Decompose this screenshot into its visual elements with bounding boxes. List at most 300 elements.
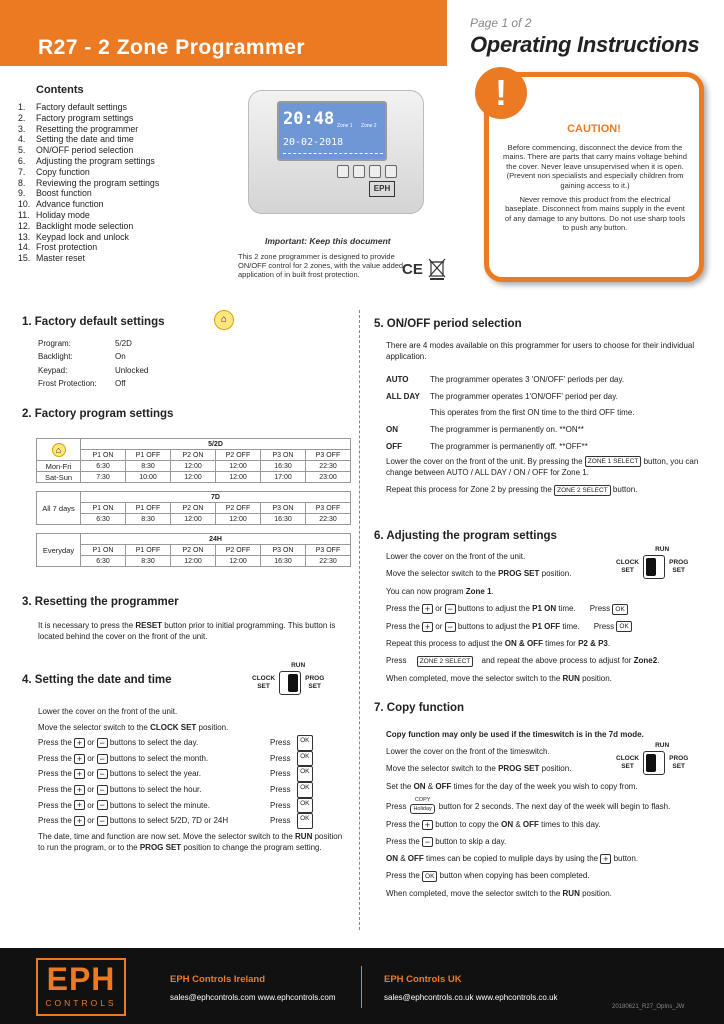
zone-2-select-button[interactable]: ZONE 2 SELECT — [554, 485, 611, 496]
contents-label: Holiday mode — [36, 209, 90, 220]
column-header: P1 OFF — [126, 545, 171, 556]
contents-item — [18, 156, 159, 167]
step-line — [386, 760, 706, 777]
caution-text-2: Never remove this product from the electrical baseplate. Disconnect from mains supply in the event of any damage to any buttons. Do not use sharp tools to push any button. — [504, 195, 686, 233]
plus-button-icon[interactable]: + — [422, 622, 433, 632]
text: buttons to select 5/2D, 7D or 24H — [109, 816, 229, 826]
text: P2 & P3 — [578, 639, 608, 649]
column-header: P1 OFF — [126, 450, 171, 461]
cell: 16:30 — [261, 514, 306, 525]
text: & — [425, 781, 436, 791]
text: position. — [196, 722, 229, 732]
frost-protection-icon: ⌂ — [214, 310, 234, 330]
contents-label: Frost protection — [36, 242, 98, 253]
step-line: Lower the cover on the front of the timeswitch. — [386, 747, 550, 757]
section-5-title: 5. ON/OFF period selection — [374, 318, 522, 330]
text: RUN — [562, 888, 580, 898]
footer-ireland — [170, 974, 336, 1002]
row-label: All 7 days — [37, 492, 81, 525]
contents-item — [18, 167, 159, 178]
footer-uk — [384, 974, 558, 1002]
text: RUN — [562, 673, 580, 683]
header-banner — [0, 0, 447, 66]
step-line — [386, 618, 706, 635]
cell: 12:00 — [216, 514, 261, 525]
text: Press the — [386, 819, 420, 829]
footer-uk-title: EPH Controls UK — [384, 974, 462, 985]
caution-text-1: Before commencing, disconnect the device from the mains. There are parts that carry mains voltage behind the cover. Never leave unsupervised when it is open. (Prevent non specialists and especially children from gaining access to it.) — [503, 143, 687, 190]
text: P1 ON — [532, 604, 557, 614]
adjust-body — [386, 548, 706, 687]
ok-button[interactable]: OK — [616, 621, 631, 632]
cell: 10:00 — [126, 472, 171, 483]
text: Repeat this process for Zone 2 by pressing the — [386, 485, 552, 495]
text: Press the — [38, 784, 72, 794]
step-line — [386, 635, 706, 652]
text: Press the — [38, 800, 72, 810]
text: P1 OFF — [532, 621, 561, 631]
product-note: This 2 zone programmer is designed to provide ON/OFF control for 2 zones, with the value added application of in built frost protection. — [238, 252, 404, 279]
text: Press the — [386, 621, 420, 631]
step-line — [386, 670, 706, 687]
step-line — [386, 816, 706, 833]
contents-item — [18, 221, 159, 232]
text: SET — [672, 567, 686, 574]
page-heading: Operating Instructions — [470, 32, 700, 57]
contents-label: Backlight mode selection — [36, 220, 134, 231]
mode-row — [386, 405, 706, 422]
adjust-step — [38, 766, 348, 782]
text: buttons to select the hour. — [109, 784, 202, 794]
copy-note: Copy function may only be used if the timeswitch is in the 7d mode. — [386, 730, 644, 739]
column-divider — [359, 310, 360, 930]
cell: 6:30 — [81, 556, 126, 567]
minus-button-icon[interactable]: − — [97, 816, 108, 826]
holiday-button[interactable]: Holiday — [410, 804, 434, 814]
text: buttons to select the month. — [109, 753, 209, 763]
section-6-title: 6. Adjusting the program settings — [374, 530, 557, 542]
reset-text-2: button prior to initial programming. This button is located behind the cover on the front of the unit. — [38, 621, 336, 641]
mode-key: ALL DAY — [386, 391, 420, 401]
section-date-time — [22, 674, 172, 686]
text: Press — [270, 816, 291, 826]
contents-label: Advance function — [36, 199, 104, 210]
text: PROG — [669, 755, 689, 762]
text: Lower the cover on the front of the unit. By pressing the — [386, 456, 583, 466]
text: ON — [413, 781, 426, 791]
section-reset — [22, 596, 342, 642]
cell: 16:30 — [261, 556, 306, 567]
device-badge: EPH — [369, 181, 395, 197]
zone1-text — [386, 456, 706, 479]
contents-number: 2. — [18, 112, 26, 123]
text: Press — [589, 604, 611, 614]
text: Move the selector switch to the — [386, 569, 499, 579]
zone2-text — [386, 483, 706, 496]
minus-button-icon[interactable]: − — [97, 785, 108, 795]
adjust-step — [38, 782, 348, 798]
cell: 7:30 — [81, 472, 126, 483]
column-header: P3 OFF — [306, 545, 351, 556]
selector-switch[interactable] — [252, 671, 324, 695]
zone-2-select-button[interactable]: ZONE 2 SELECT — [417, 656, 474, 667]
step-line — [386, 885, 706, 902]
ce-mark: CE — [402, 261, 423, 278]
ok-button[interactable]: OK — [297, 813, 312, 829]
text: times for — [542, 639, 579, 649]
contents-item — [18, 134, 159, 145]
table-7d-head: 7D — [81, 492, 351, 503]
default-value: Off — [115, 379, 126, 389]
cell: 6:30 — [81, 461, 126, 472]
version-code: 20180621_R27_OpIns_JW — [612, 1004, 685, 1010]
adjust-step — [38, 798, 348, 814]
text: or — [87, 816, 95, 826]
ok-button[interactable]: OK — [297, 735, 312, 751]
plus-button-icon[interactable]: + — [74, 738, 85, 748]
step-end — [38, 831, 348, 854]
text: PROG — [669, 559, 689, 566]
step-line — [386, 833, 706, 850]
footer — [0, 948, 724, 1024]
default-row — [38, 337, 165, 350]
text: Press — [270, 753, 291, 763]
text: ON & OFF — [504, 639, 543, 649]
contents-number: 14. — [18, 242, 31, 253]
minus-button-icon[interactable]: − — [97, 738, 108, 748]
text: . — [607, 639, 611, 649]
text: You can now program — [386, 586, 466, 596]
column-header: P3 ON — [261, 503, 306, 514]
mode-desc: The programmer operates 1'ON/OFF' period per day. — [430, 391, 618, 401]
text: SET — [308, 683, 322, 690]
footer-ireland-contact[interactable]: sales@ephcontrols.com www.ephcontrols.com — [170, 993, 336, 1002]
text: CLOCK — [616, 559, 640, 566]
column-header: P1 ON — [81, 450, 126, 461]
minus-button-icon[interactable]: − — [97, 769, 108, 779]
contents-label: Copy function — [36, 166, 90, 177]
minus-button-icon[interactable]: − — [97, 754, 108, 764]
contents-item — [18, 113, 159, 124]
plus-button-icon[interactable]: + — [422, 820, 433, 830]
weee-bin-icon — [428, 258, 446, 285]
text: OFF — [435, 781, 452, 791]
contents-number: 7. — [18, 166, 26, 177]
cell: 8:30 — [126, 461, 171, 472]
text: or — [435, 621, 443, 631]
table-5-2d-head: 5/2D — [81, 439, 351, 450]
text: CLOCK — [616, 755, 640, 762]
text: or — [87, 769, 95, 779]
contents-label: Resetting the programmer — [36, 123, 139, 134]
reset-keyword: RESET — [135, 621, 163, 630]
logo-subtext: CONTROLS — [45, 998, 117, 1008]
text: Move the selector switch to the — [38, 722, 151, 732]
onoff-intro: There are 4 modes available on this programmer for users to choose for their individual application. — [386, 341, 695, 361]
contents-item — [18, 178, 159, 189]
contents-label: Reviewing the program settings — [36, 177, 160, 188]
mode-desc: This operates from the first ON time to the third OFF time. — [430, 408, 635, 418]
device-image — [248, 90, 424, 214]
contents-number: 12. — [18, 220, 31, 231]
plus-button-icon[interactable]: + — [74, 800, 85, 810]
text: button to skip a day. — [435, 837, 507, 847]
step-line — [386, 652, 706, 669]
onoff-body — [386, 340, 706, 496]
default-key: Backlight: — [38, 352, 73, 362]
contents-number: 4. — [18, 134, 26, 145]
device-zone2: Zone 2 — [361, 123, 377, 129]
minus-button-icon[interactable]: − — [422, 837, 433, 847]
contents-item — [18, 124, 159, 135]
page-number: Page 1 of 2 — [470, 16, 532, 30]
text: times can be copied to muliple days by using the — [423, 854, 599, 864]
text: SET — [621, 763, 634, 770]
text: buttons to adjust the — [457, 604, 533, 614]
contents — [18, 84, 159, 264]
text: buttons to select the minute. — [109, 800, 210, 810]
switch-run-label: RUN — [291, 662, 306, 669]
cell: 8:30 — [126, 514, 171, 525]
switch-knob[interactable] — [288, 674, 298, 692]
text: The date, time and function are now set. Move the selector switch to the — [38, 831, 296, 841]
section-3-title: 3. Resetting the programmer — [22, 596, 179, 608]
ok-button[interactable]: OK — [612, 604, 627, 615]
text: position. — [539, 569, 572, 579]
contents-number: 3. — [18, 123, 26, 134]
cell: 22:30 — [306, 514, 351, 525]
minus-button-icon[interactable]: − — [445, 622, 456, 632]
contents-number: 5. — [18, 145, 26, 156]
device-screen — [277, 101, 387, 161]
text: Press — [270, 769, 291, 779]
row-label: Sat-Sun — [37, 472, 81, 483]
contents-number: 15. — [18, 253, 31, 264]
text: PROG — [305, 675, 325, 682]
text: & — [513, 819, 523, 829]
switch-clock-label — [252, 675, 275, 691]
contents-number: 1. — [18, 102, 26, 112]
column-header: P3 ON — [261, 545, 306, 556]
text: Press — [270, 784, 291, 794]
text: CLOCK — [252, 675, 276, 682]
plus-button-icon[interactable]: + — [74, 785, 85, 795]
table-7d — [36, 491, 351, 525]
contents-item — [18, 102, 159, 113]
mode-row — [386, 422, 706, 439]
text: . — [491, 586, 494, 596]
zone-1-select-button[interactable]: ZONE 1 SELECT — [585, 456, 642, 467]
device-buttons — [337, 165, 397, 178]
minus-button-icon[interactable]: − — [97, 800, 108, 810]
caution-box — [484, 72, 704, 282]
default-row — [38, 364, 165, 377]
step-line — [386, 850, 706, 867]
column-header: P1 ON — [81, 503, 126, 514]
switch-prog-label — [305, 675, 324, 691]
step-line — [386, 867, 706, 884]
row-label: Mon-Fri — [37, 461, 81, 472]
text: button for 2 seconds. The next day of the week will begin to flash. — [438, 801, 671, 811]
text: Press the — [386, 604, 420, 614]
cell: 22:30 — [306, 556, 351, 567]
copy-holiday-button-group — [410, 797, 434, 814]
copy-label: COPY — [414, 796, 431, 803]
mode-desc: The programmer operates 3 'ON/OFF' periods per day. — [430, 375, 625, 384]
logo-text: EPH — [46, 961, 116, 997]
contents-label: Factory default settings — [36, 102, 127, 112]
plus-button-icon[interactable]: + — [74, 769, 85, 779]
text: buttons to adjust the — [457, 621, 533, 631]
mode-key: ON — [386, 425, 398, 435]
minus-button-icon[interactable]: − — [445, 604, 456, 614]
plus-button-icon[interactable]: + — [74, 816, 85, 826]
cell: 23:00 — [306, 472, 351, 483]
section-factory-program — [22, 408, 173, 420]
default-key: Program: — [38, 339, 71, 348]
footer-divider — [361, 966, 362, 1008]
text: Press the — [38, 816, 72, 826]
default-row — [38, 350, 165, 363]
text: Press the — [386, 837, 420, 847]
contents-label: Master reset — [36, 253, 85, 264]
contents-item — [18, 145, 159, 156]
default-value: 5/2D — [115, 339, 132, 348]
text: button when copying has been completed. — [439, 871, 590, 881]
text: PROG SET — [139, 843, 182, 853]
mode-desc: The programmer is permanently off. **OFF** — [430, 441, 588, 451]
ok-button[interactable]: OK — [422, 871, 437, 882]
contents-number: 9. — [18, 188, 26, 199]
mode-key: AUTO — [386, 375, 409, 384]
text: times for the day of the week you wish to copy from. — [451, 781, 638, 791]
contents-item — [18, 242, 159, 253]
text: button. — [613, 854, 639, 864]
default-row — [38, 377, 165, 390]
text: button, you can change between AUTO / ALL DAY / ON / OFF for Zone 1. — [386, 456, 699, 477]
plus-button-icon[interactable]: + — [74, 754, 85, 764]
section-2-title: 2. Factory program settings — [22, 408, 174, 420]
text: SET — [621, 567, 634, 574]
cell: 12:00 — [171, 472, 216, 483]
text: position to change the program setting. — [181, 843, 322, 853]
column-header: P2 OFF — [216, 545, 261, 556]
document-title: R27 - 2 Zone Programmer — [38, 36, 306, 59]
text: PROG SET — [498, 764, 540, 774]
step-line — [386, 778, 706, 795]
mode-key — [386, 405, 430, 422]
text: SET — [257, 683, 270, 690]
text: or — [435, 604, 443, 614]
text: ON — [386, 854, 398, 864]
contents-item — [18, 188, 159, 199]
text: time. — [556, 604, 576, 614]
cell: 12:00 — [216, 461, 261, 472]
section-factory-defaults — [22, 314, 228, 391]
device-date: 20-02-2018 — [283, 137, 344, 148]
cell: 12:00 — [171, 514, 216, 525]
mode-list — [386, 372, 706, 456]
copy-body — [386, 726, 706, 902]
mode-row — [386, 372, 706, 389]
section-7-title: 7. Copy function — [374, 702, 465, 714]
text: position. — [539, 764, 572, 774]
text: RUN — [295, 831, 313, 841]
device-time: 20:48 — [283, 109, 335, 129]
contents-item — [18, 199, 159, 210]
table-24h-head: 24H — [81, 534, 351, 545]
switch-body[interactable] — [279, 671, 301, 695]
table-24h — [36, 533, 351, 567]
cell: 17:00 — [261, 472, 306, 483]
contents-label: Setting the date and time — [36, 134, 134, 145]
footer-uk-contact[interactable]: sales@ephcontrols.co.uk www.ephcontrols.co.uk — [384, 993, 558, 1002]
device-zone1: Zone 1 — [337, 123, 353, 129]
cell: 12:00 — [216, 556, 261, 567]
ok-button[interactable]: OK — [297, 798, 312, 814]
text: or — [87, 738, 95, 748]
date-time-steps — [38, 704, 348, 854]
warning-icon: ! — [475, 67, 527, 119]
text: Zone2 — [633, 656, 658, 666]
text: times to this day. — [538, 819, 601, 829]
text: PROG SET — [498, 569, 540, 579]
text: Press — [270, 738, 291, 748]
text: Press the — [38, 738, 72, 748]
ok-button[interactable]: OK — [297, 766, 312, 782]
default-value: Unlocked — [115, 365, 149, 375]
text: Zone 1 — [465, 586, 492, 596]
ok-button[interactable]: OK — [297, 782, 312, 798]
text: Press — [593, 621, 615, 631]
default-key: Frost Protection: — [38, 379, 97, 389]
program-tables — [36, 438, 351, 567]
text: Press the — [38, 753, 72, 763]
switch-run-label: RUN — [655, 546, 670, 553]
text: Press — [386, 801, 407, 811]
text: Press the — [38, 769, 72, 779]
default-value: On — [115, 352, 126, 362]
plus-button-icon[interactable]: + — [422, 604, 433, 614]
caution-title: CAUTION! — [567, 123, 621, 135]
text: button to copy the — [435, 819, 502, 829]
defaults-list — [38, 337, 165, 391]
contents-list — [18, 102, 159, 264]
text: SET — [672, 763, 686, 770]
column-header: P3 ON — [261, 450, 306, 461]
text: Move the selector switch to the — [386, 764, 499, 774]
column-header: P2 ON — [171, 545, 216, 556]
step-line — [386, 583, 706, 600]
section-copy — [374, 702, 464, 714]
text: and repeat the above process to adjust for — [481, 656, 634, 666]
adjust-step — [38, 735, 348, 751]
ok-button[interactable]: OK — [297, 751, 312, 767]
row-label: Everyday — [37, 534, 81, 567]
cell: 16:30 — [261, 461, 306, 472]
column-header: P2 ON — [171, 503, 216, 514]
step-line — [386, 797, 706, 814]
contents-number: 6. — [18, 155, 26, 166]
contents-number: 8. — [18, 177, 26, 188]
plus-button-icon[interactable]: + — [600, 854, 611, 864]
text: OFF — [522, 819, 539, 829]
step-line: Lower the cover on the front of the unit. — [386, 552, 526, 561]
mode-desc: The programmer is permanently on. **ON** — [430, 425, 584, 435]
step-line: Lower the cover on the front of the unit. — [38, 707, 178, 716]
section-onoff — [374, 318, 522, 330]
text: ON — [501, 819, 514, 829]
